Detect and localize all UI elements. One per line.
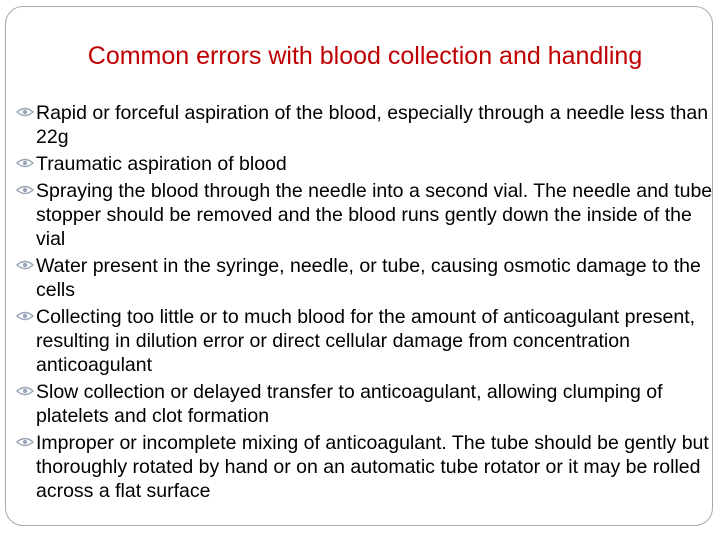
bullet-item (16, 305, 716, 377)
bullet-item (16, 101, 716, 149)
bullet-text: Rapid or forceful aspiration of the blood, especially through a needle less than 22g (36, 102, 709, 148)
bullet-text: Spraying the blood through the needle into a second vial. The needle and tube stopper should be removed and the blood runs gently down the inside of the vial (36, 180, 713, 250)
eye-bullet-icon (16, 106, 34, 118)
bullet-item (16, 179, 716, 251)
bullet-text: Improper or incomplete mixing of anticoagulant. The tube should be gently but thoroughly rotated by hand or on an automatic tube rotator or it may be rolled across a flat surface (36, 432, 709, 502)
eye-bullet-icon (16, 310, 34, 322)
eye-bullet-icon (16, 385, 34, 397)
bullet-item (16, 152, 716, 176)
bullet-text: Water present in the syringe, needle, or tube, causing osmotic damage to the cells (36, 255, 701, 301)
bullet-item (16, 380, 716, 428)
eye-bullet-icon (16, 259, 34, 271)
bullet-item (16, 431, 716, 503)
eye-bullet-icon (16, 157, 34, 169)
eye-bullet-icon (16, 184, 34, 196)
eye-bullet-icon (16, 436, 34, 448)
bullet-text: Traumatic aspiration of blood (36, 153, 287, 175)
bullet-text: Slow collection or delayed transfer to anticoagulant, allowing clumping of platelets and clot formation (36, 381, 663, 427)
bullet-list (16, 101, 716, 506)
slide-title: Common errors with blood collection and handling (87, 42, 643, 70)
bullet-item (16, 254, 716, 302)
bullet-text: Collecting too little or to much blood for the amount of anticoagulant present, resulting in dilution error or direct cellular damage from concentration anticoagulant (36, 306, 696, 376)
